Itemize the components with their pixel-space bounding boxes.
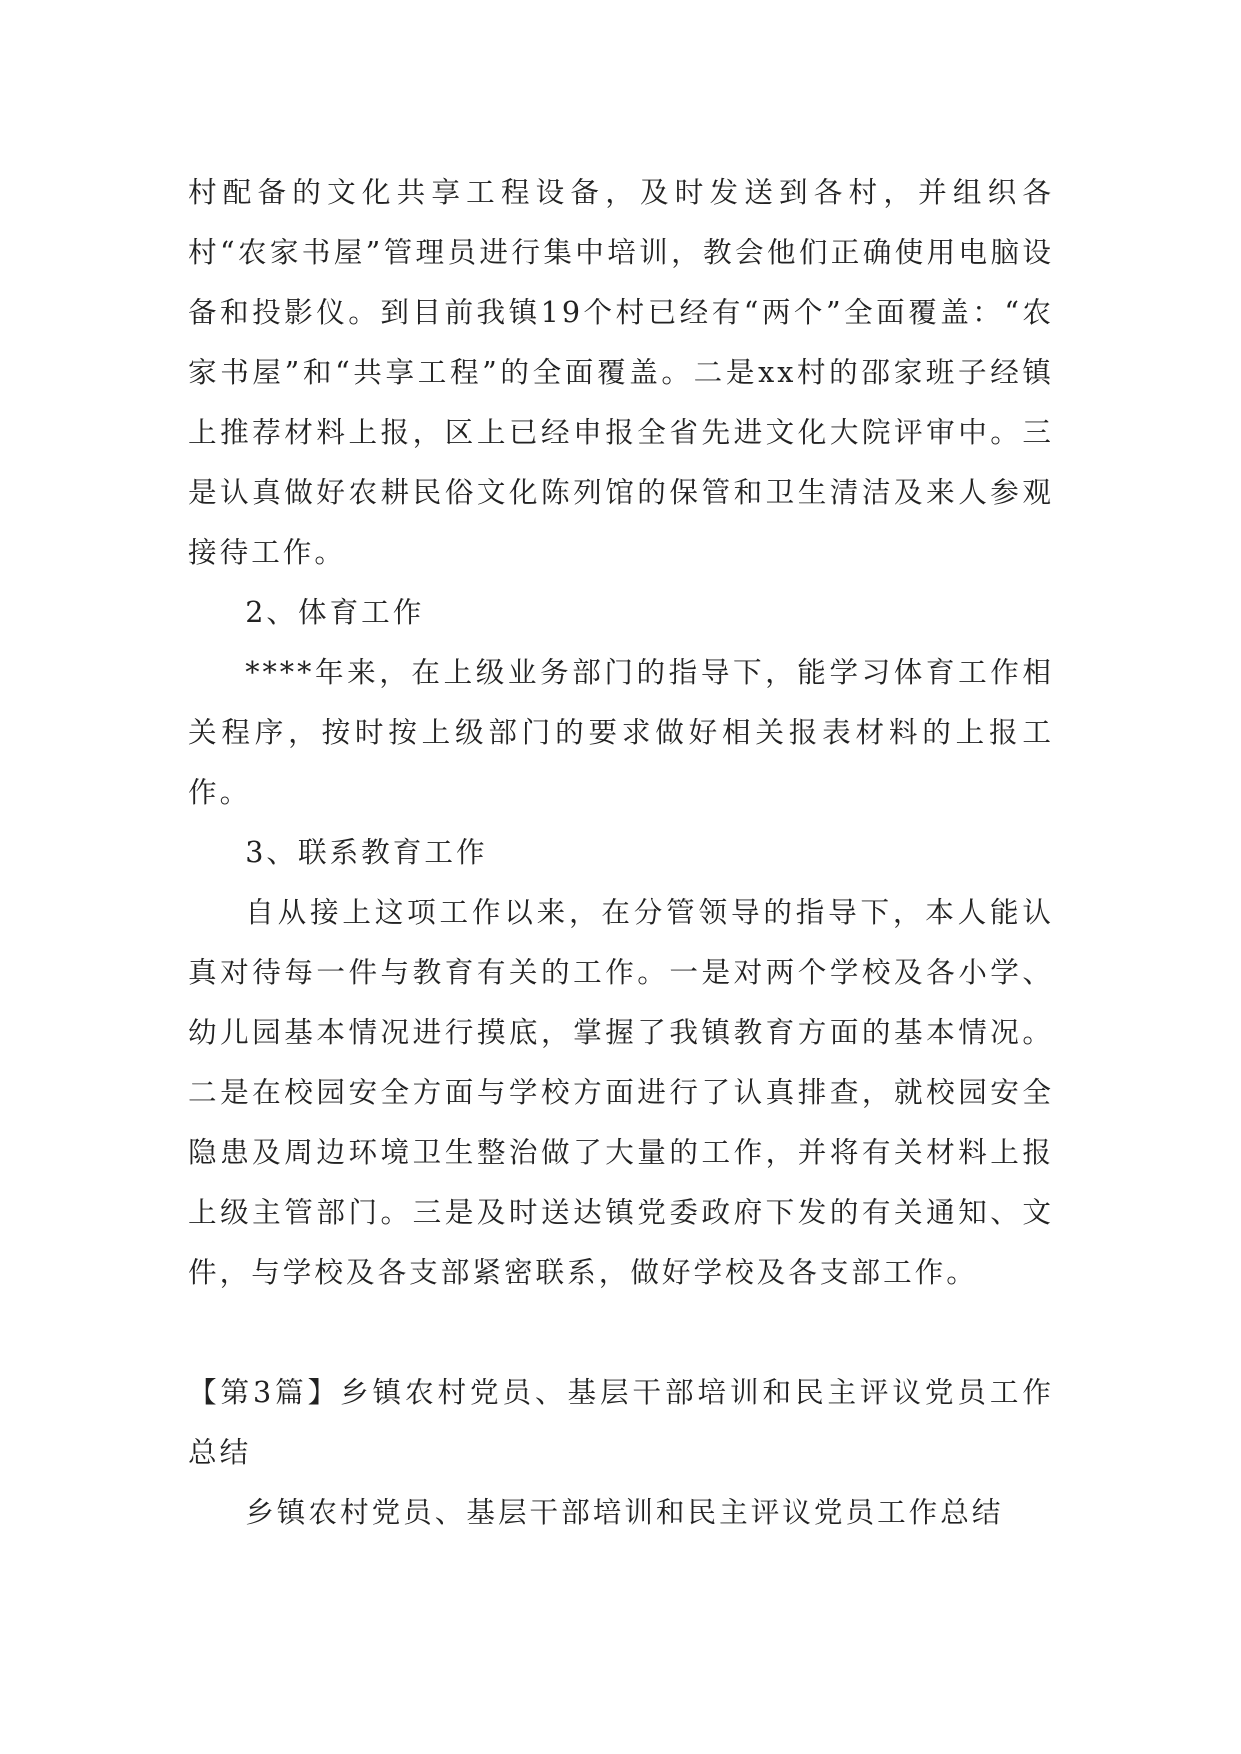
paragraph-culture-continuation: 村配备的文化共享工程设备，及时发送到各村，并组织各村“农家书屋”管理员进行集中培训，教会他们正确使用电脑设备和投影仪。到目前我镇19个村已经有“两个”全面覆盖：“农家书屋”和“共享工程”的全面覆盖。二是xx村的邵家班子经镇上推荐材料上报，区上已经申报全省先进文化大院评审中。三是认真做好农耕民俗文化陈列馆的保管和卫生清洁及来人参观接待工作。 <box>188 175 1054 569</box>
heading-education-work: 3、联系教育工作 <box>245 835 488 869</box>
article-3-title: 【第3篇】乡镇农村党员、基层干部培训和民主评议党员工作总结 <box>188 1375 1054 1469</box>
section-spacer <box>188 1302 1054 1362</box>
document-body <box>188 162 1054 1542</box>
paragraph-sports-work: ****年来，在上级业务部门的指导下，能学习体育工作相关程序，按时按上级部门的要求做好相关报表材料的上报工作。 <box>188 655 1054 809</box>
paragraph-education-work: 自从接上这项工作以来，在分管领导的指导下，本人能认真对待每一件与教育有关的工作。一是对两个学校及各小学、幼儿园基本情况进行摸底，掌握了我镇教育方面的基本情况。二是在校园安全方面与学校方面进行了认真排查，就校园安全隐患及周边环境卫生整治做了大量的工作，并将有关材料上报上级主管部门。三是及时送达镇党委政府下发的有关通知、文件，与学校及各支部紧密联系，做好学校及各支部工作。 <box>188 895 1054 1289</box>
heading-sports-work: 2、体育工作 <box>245 595 425 629</box>
article-3-subtitle: 乡镇农村党员、基层干部培训和民主评议党员工作总结 <box>245 1495 1004 1529</box>
